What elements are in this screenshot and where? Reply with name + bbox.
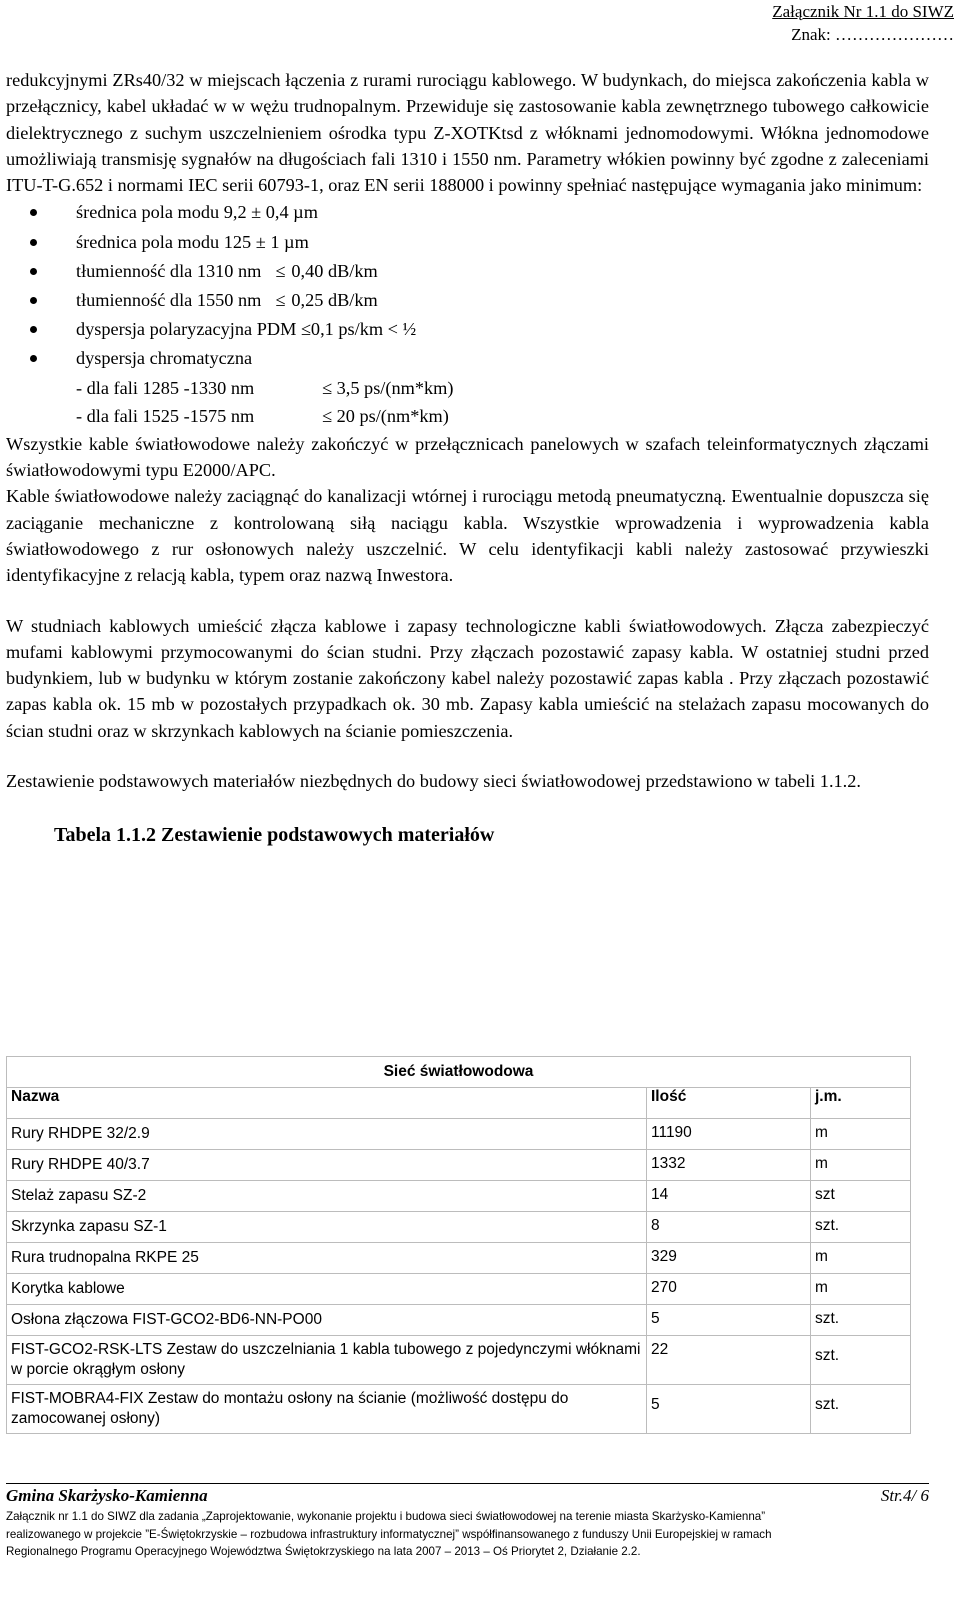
cell-unit: szt.: [811, 1212, 911, 1243]
list-item: [6, 315, 929, 344]
sub-item: [6, 374, 929, 403]
cell-name: Stelaż zapasu SZ-2: [7, 1181, 647, 1212]
cell-name: FIST-MOBRA4-FIX Zestaw do montażu osłony na ścianie (możliwość dostępu do zamocowanej osłony): [7, 1385, 647, 1434]
cell-quantity: 270: [647, 1274, 811, 1305]
table-header-row: [7, 1088, 911, 1119]
table-row: [7, 1212, 911, 1243]
cell-unit: m: [811, 1119, 911, 1150]
list-item: [6, 257, 929, 286]
less-equal-sign: ≤: [322, 406, 333, 427]
less-equal-sign: ≤: [322, 377, 333, 398]
list-item-text: tłumienność dla 1310 nm: [76, 260, 262, 281]
sub-item-text: - dla fali 1525 -1575 nm: [76, 406, 255, 427]
cell-quantity: 5: [647, 1305, 811, 1336]
list-item-text: tłumienność dla 1550 nm: [76, 290, 262, 311]
cell-quantity: 1332: [647, 1150, 811, 1181]
column-header-unit: j.m.: [811, 1088, 911, 1119]
document-body: [6, 67, 929, 848]
footer-note-line-3: Regionalnego Programu Operacyjnego Województwa Świętokrzyskiego na lata 2007 – 2013 – Oś Priorytet 2, Działanie 2.2.: [6, 1545, 641, 1558]
fiber-requirements-list: [6, 198, 929, 373]
list-item-value: 0,40 dB/km: [291, 260, 378, 281]
cell-unit: szt: [811, 1181, 911, 1212]
cell-name: Rury RHDPE 40/3.7: [7, 1150, 647, 1181]
cell-unit: m: [811, 1274, 911, 1305]
sub-item-value: 20 ps/(nm*km): [336, 406, 449, 427]
list-item-text: średnica pola modu 9,2 ± 0,4 µm: [76, 202, 318, 223]
cell-unit: szt.: [811, 1305, 911, 1336]
less-equal-sign: ≤: [275, 290, 286, 311]
sub-item-value: 3,5 ps/(nm*km): [336, 377, 454, 398]
table-row: [7, 1181, 911, 1212]
table-caption: Tabela 1.1.2 Zestawienie podstawowych materiałów: [54, 824, 495, 847]
table-row: [7, 1119, 911, 1150]
sub-item: [6, 402, 929, 431]
cell-unit: m: [811, 1243, 911, 1274]
sub-item-text: - dla fali 1285 -1330 nm: [76, 377, 255, 398]
header-sign: Znak: …………………: [791, 25, 954, 44]
list-item: [6, 228, 929, 257]
list-item-text: średnica pola modu 125 ± 1 µm: [76, 231, 309, 252]
page-footer: [6, 1483, 929, 1561]
cell-name: Osłona złączowa FIST-GCO2-BD6-NN-PO00: [7, 1305, 647, 1336]
cell-name: Rury RHDPE 32/2.9: [7, 1119, 647, 1150]
page-header: [772, 0, 954, 46]
table-row: [7, 1243, 911, 1274]
footer-note-line-2: realizowanego w projekcie ”E-Świętokrzyskie – rozbudowa infrastruktury informatycznej” współfinansowanego z funduszy Unii Europejskiej w ramach: [6, 1527, 772, 1541]
footer-organization: Gmina Skarżysko-Kamienna: [6, 1486, 208, 1505]
cell-quantity: 329: [647, 1243, 811, 1274]
table-row: [7, 1305, 911, 1336]
cell-name: FIST-GCO2-RSK-LTS Zestaw do uszczelniania 1 kabla tubowego z pojedynczymi włóknami w porcie okrągłym osłony: [7, 1336, 647, 1385]
paragraph-termination: Wszystkie kable światłowodowe należy zakończyć w przełącznicach panelowych w szafach teleinformatycznych złączami światłowodowymi typu E2000/APC.: [6, 433, 929, 481]
cell-unit: szt.: [811, 1385, 911, 1434]
paragraph-pulling: Kable światłowodowe należy zaciągnąć do kanalizacji wtórnej i rurociągu metodą pneumatyczną. Ewentualnie dopuszcza się zaciąganie mechaniczne z kontrolowaną siłą naciągu kabla. Wszystkie wprowadzenia i wyprowadzenia kabla światłowodowego z rur osłonowych należy uszczelnić. W celu identyfikacji kabli należy zastosować przywieszki identyfikacyjne z relacją kabla, typem oraz nazwą Inwestora.: [6, 486, 929, 586]
list-item-value: 0,25 dB/km: [291, 290, 378, 311]
cell-name: Skrzynka zapasu SZ-1: [7, 1212, 647, 1243]
header-attachment: Załącznik Nr 1.1 do SIWZ: [772, 2, 954, 21]
cell-unit: szt.: [811, 1336, 911, 1385]
footer-note-line-1: Załącznik nr 1.1 do SIWZ dla zadania „Zaprojektowanie, wykonanie projektu i budowa sieci światłowodowej na terenie miasta Skarżysko-Kamienna”: [6, 1510, 766, 1523]
table-row: [7, 1150, 911, 1181]
cell-quantity: 8: [647, 1212, 811, 1243]
list-item-text: dyspersja polaryzacyjna PDM ≤0,1 ps/km < ½: [76, 319, 417, 340]
table-title-row: [7, 1057, 911, 1088]
paragraph-materials-intro: Zestawienie podstawowych materiałów niezbędnych do budowy sieci światłowodowej przedstawiono w tabeli 1.1.2.: [6, 771, 861, 792]
table-row: [7, 1336, 911, 1385]
list-item: [6, 344, 929, 373]
table-row: [7, 1385, 911, 1434]
list-item-text: dyspersja chromatyczna: [76, 348, 253, 369]
column-header-name: Nazwa: [7, 1088, 647, 1119]
paragraph-fiber-cable: redukcyjnymi ZRs40/32 w miejscach łączenia z rurami rurociągu kablowego. W budynkach, do miejsca zakończenia kabla w przełącznicy, kabel układać w w wężu trudnopalnym. Przewiduje się zastosowanie kabla zewnętrznego tubowego całkowicie dielektrycznego z suchym uszczelnieniem ośrodka typu Z-XOTKtsd z włóknami jednomodowymi. Włókna jednomodowe umożliwiają transmisję sygnałów na długościach fali 1310 i 1550 nm. Parametry włókien powinny być zgodne z zaleceniami ITU-T-G.652 i normami IEC serii 60793-1, oraz EN serii 188000 i powinny spełniać następujące wymagania jako minimum:: [6, 70, 929, 196]
cell-quantity: 11190: [647, 1119, 811, 1150]
less-equal-sign: ≤: [275, 260, 286, 281]
list-item: [6, 286, 929, 315]
materials-table: [6, 1056, 911, 1434]
cell-name: Korytka kablowe: [7, 1274, 647, 1305]
column-header-quantity: Ilość: [647, 1088, 811, 1119]
cell-quantity: 22: [647, 1336, 811, 1385]
page-number: Str.4/ 6: [880, 1486, 929, 1505]
paragraph-manholes: W studniach kablowych umieścić złącza kablowe i zapasy technologiczne kabli światłowodowych. Złącza zabezpieczyć mufami kablowymi przymocowanymi do ścian studni. Przy złączach pozostawić zapasy kabla. W ostatniej studni przed budynkiem, lub w budynku w którym zostanie zakończony kabel należy pozostawić zapas kabla . Przy złączach pozostawić zapas kabla ok. 15 mb w pozostałych przypadkach ok. 30 mb. Zapasy kabla umieścić na stelażach zapasu mocowanych do ścian studni oraz w skrzynkach kablowych na ścianie pomieszczenia.: [6, 615, 929, 741]
table-row: [7, 1274, 911, 1305]
list-item: [6, 198, 929, 227]
cell-quantity: 14: [647, 1181, 811, 1212]
table-title: Sieć światłowodowa: [7, 1057, 911, 1088]
cell-unit: m: [811, 1150, 911, 1181]
cell-quantity: 5: [647, 1385, 811, 1434]
cell-name: Rura trudnopalna RKPE 25: [7, 1243, 647, 1274]
